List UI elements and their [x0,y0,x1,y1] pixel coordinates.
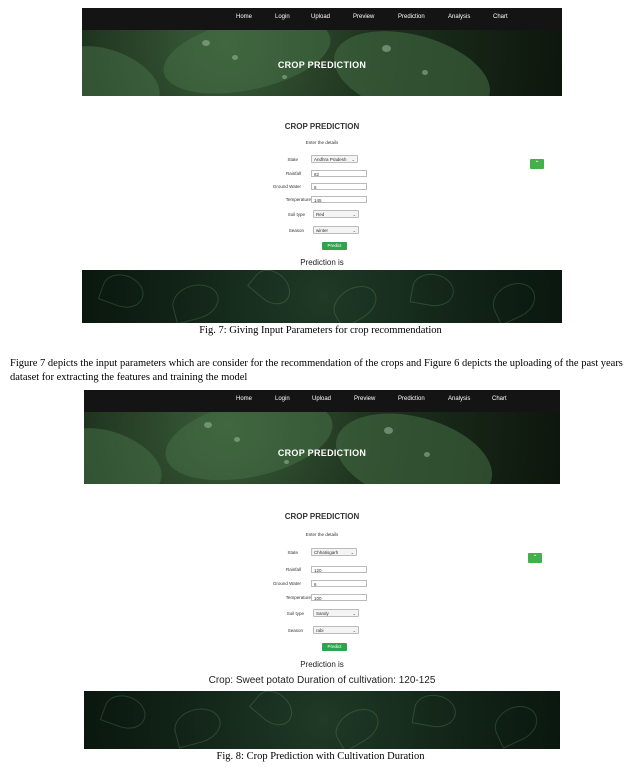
nav-preview[interactable]: Preview [354,396,376,402]
chevron-down-icon: ⌄ [350,550,354,555]
chevron-down-icon: ⌄ [351,157,355,162]
temperature-label: Temperature [285,197,311,202]
hero-banner [84,412,560,484]
nav-chart[interactable]: Chart [493,14,508,20]
temperature-label: Temperature [285,595,311,600]
nav-prediction[interactable]: Prediction [398,14,425,20]
scroll-top-button[interactable] [528,553,542,563]
nav-home[interactable]: Home [236,396,253,402]
chevron-down-icon: ⌄ [352,212,356,217]
top-nav [82,8,562,30]
ground-water-label: Ground Water [272,581,301,586]
body-paragraph: Figure 7 depicts the input parameters which are consider for the recommendation of the crops and Figure 6 depicts the uploading of the past years dataset for extracting the features and training the model [10,358,623,383]
ground-water-label: Ground Water [272,184,301,189]
rainfall-label: Rainfall [285,567,301,572]
chevron-up-icon: ⌃ [534,161,540,167]
nav-login[interactable]: Login [275,396,290,402]
state-select[interactable]: Andhra Pradesh ⌄ [311,155,358,163]
hero-title: CROP PREDICTION [277,60,367,70]
form-subtitle: Enter the details [305,532,339,537]
chevron-down-icon: ⌄ [352,611,356,616]
ground-water-input[interactable]: 8 [311,183,367,190]
season-select[interactable]: winter ⌄ [313,226,359,234]
predict-button[interactable]: Predict [322,242,347,250]
ground-water-input[interactable]: 6 [311,580,367,587]
state-select[interactable]: Chhatisgarh ⌄ [311,548,357,556]
nav-home[interactable]: Home [236,14,253,20]
nav-upload[interactable]: Upload [311,14,331,20]
figure-caption-7: Fig. 7: Giving Input Parameters for crop recommendation [199,325,442,336]
season-select[interactable]: rabi ⌄ [313,626,359,634]
chevron-down-icon: ⌄ [352,228,356,233]
soil-type-label: Soil type [287,212,305,217]
hero-title: CROP PREDICTION [277,448,367,458]
screenshot-fig7 [82,8,562,326]
rainfall-label: Rainfall [285,171,301,176]
soil-type-select[interactable]: Sandy ⌄ [313,609,359,617]
soil-type-select[interactable]: Red ⌄ [313,210,359,218]
screenshot-fig8 [84,390,560,750]
temperature-input[interactable]: 145 [311,196,367,203]
prediction-label: Prediction is [300,258,344,267]
soil-type-label: Soil type [286,611,304,616]
nav-preview[interactable]: Preview [353,14,375,20]
nav-analysis[interactable]: Analysis [448,14,471,20]
nav-upload[interactable]: Upload [312,396,332,402]
hero-banner [82,30,562,96]
nav-prediction[interactable]: Prediction [398,396,425,402]
nav-analysis[interactable]: Analysis [448,396,471,402]
season-label: Season [288,228,304,233]
form-subtitle: Enter the details [305,140,339,145]
form-title: CROP PREDICTION [284,512,360,521]
form-title: CROP PREDICTION [284,122,360,131]
footer-banner [82,270,562,323]
prediction-label: Prediction is [300,660,344,669]
nav-chart[interactable]: Chart [492,396,507,402]
season-label: Season [287,628,303,633]
chevron-up-icon: ⌃ [532,555,538,561]
scroll-top-button[interactable] [530,159,544,169]
figure-caption-8: Fig. 8: Crop Prediction with Cultivation Duration [216,751,425,762]
rainfall-input[interactable]: 120 [311,566,367,573]
prediction-result: Crop: Sweet potato Duration of cultivation: 120-125 [208,675,436,686]
nav-login[interactable]: Login [275,14,290,20]
state-label: State [287,157,298,162]
temperature-input[interactable]: 100 [311,594,367,601]
state-label: State [287,550,298,555]
rainfall-input[interactable]: 82 [311,170,367,177]
chevron-down-icon: ⌄ [352,628,356,633]
top-nav [84,390,560,412]
predict-button[interactable]: Predict [322,643,347,651]
footer-banner [84,691,560,749]
